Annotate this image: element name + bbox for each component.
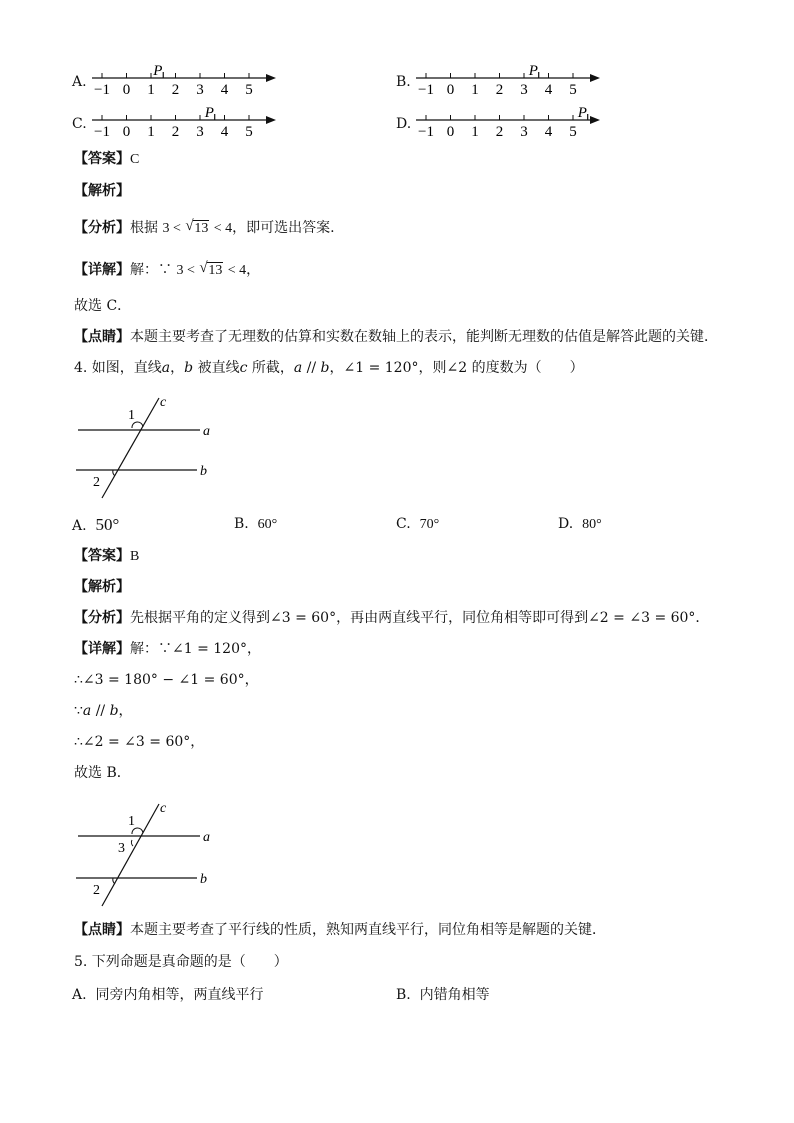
q3-fenxi-line: [74, 219, 335, 238]
label-a: a: [203, 830, 210, 845]
step-2: ∴∠3 = 180° − ∠1 = 60°，: [74, 672, 259, 688]
tick-label: −1: [418, 124, 434, 140]
tick-label: 3: [520, 82, 528, 98]
radicand-2: 13: [208, 263, 223, 278]
number-line-b: [414, 60, 604, 100]
dianjing-text: 本题主要考查了平行线的性质，熟知两直线平行，同位角相等是解题的关键．: [130, 922, 606, 938]
tick-label: 4: [544, 82, 553, 98]
radicand: 13: [194, 221, 209, 236]
option-value: 80°: [582, 517, 602, 532]
option-letter: D.: [558, 516, 574, 532]
xiangjie-tag: 【详解】: [74, 262, 130, 278]
label-b: b: [200, 464, 207, 479]
fenxi-text-post: ，即可选出答案.: [232, 220, 335, 236]
angle-3-arc: [131, 840, 133, 846]
tick-label: 5: [245, 82, 253, 98]
angle-2-arc: [113, 878, 115, 884]
tick-label: 5: [569, 82, 577, 98]
tick-label: 3: [196, 82, 204, 98]
label-1: 1: [128, 814, 135, 829]
q4-fenxi-line: [74, 609, 709, 627]
option-value: 50°: [95, 515, 120, 534]
fenxi-tag: 【分析】: [74, 220, 130, 236]
tick-label: 2: [495, 82, 504, 98]
tick-label: 3: [196, 124, 204, 140]
axis-arrow-icon: [590, 116, 600, 124]
sqrt-expression-2: √ 13: [199, 260, 223, 278]
xiangjie-text-pre: 解：∵: [130, 262, 172, 278]
axis-arrow-icon: [266, 74, 276, 82]
q5-option-a: [72, 984, 263, 1004]
tick-label: −1: [94, 124, 110, 140]
tick-label: 0: [122, 124, 131, 140]
number-line-c: [90, 102, 280, 142]
dianjing-text: 本题主要考查了无理数的估算和实数在数轴上的表示，能判断无理数的估值是解答此题的关键．: [130, 329, 718, 345]
q4-dianjing-line: [74, 921, 606, 939]
option-letter: A.: [72, 518, 87, 534]
q3-choose-line: 故选 C．: [74, 298, 132, 314]
point-p-label: P: [204, 105, 214, 121]
label-b: b: [200, 872, 207, 887]
tick-label: 2: [171, 124, 180, 140]
option-b-letter: B.: [396, 74, 411, 90]
axis-arrow-icon: [590, 74, 600, 82]
analysis-tag: 【解析】: [74, 183, 130, 199]
q4-answer-line: [74, 547, 139, 566]
tick-label: 4: [220, 82, 229, 98]
dianjing-tag: 【点睛】: [74, 922, 130, 938]
tick-label: 1: [471, 82, 479, 98]
q4-stem: 4. 如图，直线𝑎，𝑏 被直线𝑐 所截，𝑎 // 𝑏，∠1 = 120°，则∠2 的度数为（ ）: [74, 360, 584, 376]
axis-arrow-icon: [266, 116, 276, 124]
dianjing-tag: 【点睛】: [74, 329, 130, 345]
step-1: 解：∵∠1 = 120°，: [130, 641, 261, 657]
tick-label: −1: [418, 82, 434, 98]
answer-tag: 【答案】: [74, 548, 130, 564]
tick-label: 1: [471, 124, 479, 140]
answer-value: C: [130, 152, 140, 167]
tick-label: 2: [495, 124, 504, 140]
q4-option-c: [396, 516, 439, 533]
label-3: 3: [118, 841, 125, 856]
ineq-left: 3 <: [162, 221, 181, 236]
q4-option-a: [72, 515, 119, 535]
tick-label: 2: [171, 82, 180, 98]
parallel-lines-figure-2: [72, 798, 232, 910]
answer-value: B: [130, 549, 140, 564]
angle-2-arc: [113, 470, 115, 476]
q3-dianjing-line: [74, 328, 718, 346]
tick-label: 1: [147, 124, 155, 140]
tick-label: 5: [245, 124, 253, 140]
option-letter: B.: [234, 516, 249, 532]
option-letter: A.: [72, 987, 87, 1003]
q3-analysis-heading: [74, 182, 130, 200]
fenxi-tag: 【分析】: [74, 610, 130, 626]
fenxi-text: 先根据平角的定义得到∠3 = 60°，再由两直线平行，同位角相等即可得到∠2 = ∠3 = 60°．: [130, 610, 710, 626]
point-p-label: P: [528, 63, 538, 79]
point-p-label: P: [153, 63, 163, 79]
tick-label: −1: [94, 82, 110, 98]
tick-label: 5: [569, 124, 577, 140]
option-text: 内错角相等: [419, 987, 490, 1003]
tick-label: 0: [122, 82, 131, 98]
q5-option-b: [396, 984, 490, 1004]
option-value: 70°: [419, 517, 440, 532]
point-p-label: P: [577, 105, 587, 121]
option-letter: B.: [396, 987, 411, 1003]
tick-label: 3: [520, 124, 528, 140]
q3-xiangjie-line: [74, 261, 260, 280]
q4-analysis-heading: [74, 578, 130, 596]
tick-label: 4: [220, 124, 229, 140]
q4-option-b: [234, 516, 277, 533]
ineq-left-2: 3 <: [176, 263, 195, 278]
label-c: c: [160, 801, 167, 816]
tick-label: 0: [446, 82, 455, 98]
ineq-right-2: < 4: [227, 263, 247, 278]
q4-xiangjie-line: [74, 640, 261, 658]
option-value: 60°: [257, 517, 278, 532]
answer-tag: 【答案】: [74, 151, 130, 167]
label-1: 1: [128, 408, 135, 423]
number-line-d: [414, 102, 604, 142]
fenxi-text-pre: 根据: [130, 220, 158, 236]
xiangjie-tag: 【详解】: [74, 641, 130, 657]
step-4: ∴∠2 = ∠3 = 60°，: [74, 734, 205, 750]
xiangjie-text-post: ，: [246, 262, 261, 278]
tick-label: 4: [544, 124, 553, 140]
tick-label: 0: [446, 124, 455, 140]
option-c-letter: C.: [72, 116, 87, 132]
step-5: 故选 B．: [74, 765, 131, 781]
option-d-letter: D.: [396, 116, 412, 132]
analysis-tag: 【解析】: [74, 579, 130, 595]
ineq-right: < 4: [213, 221, 233, 236]
sqrt-expression: √ 13: [185, 218, 209, 236]
q3-answer-line: [74, 150, 139, 169]
label-2: 2: [93, 883, 100, 898]
number-line-a: [90, 60, 280, 100]
option-a-letter: A.: [72, 74, 87, 90]
label-c: c: [160, 395, 167, 410]
label-a: a: [203, 424, 210, 439]
tick-label: 1: [147, 82, 155, 98]
q5-stem: 5. 下列命题是真命题的是（ ）: [74, 954, 288, 970]
option-text: 同旁内角相等，两直线平行: [95, 987, 264, 1003]
parallel-lines-figure-1: [72, 392, 232, 504]
label-2: 2: [93, 475, 100, 490]
option-letter: C.: [396, 516, 411, 532]
step-3: ∵𝑎 // 𝑏，: [74, 703, 133, 719]
q4-option-d: [558, 516, 602, 533]
